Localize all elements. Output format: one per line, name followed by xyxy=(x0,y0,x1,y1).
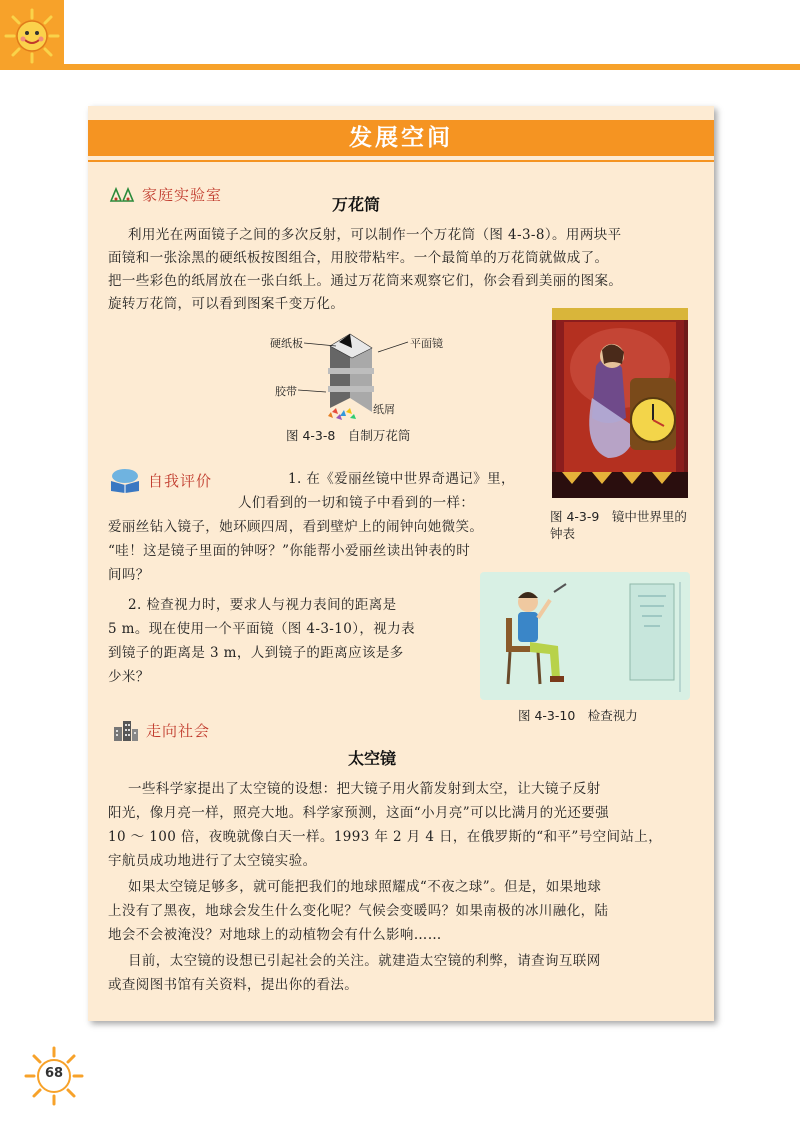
society-p1-line-3: 10 ～ 100 倍，夜晚就像白天一样。1993 年 2 月 4 日，在俄罗斯的“和平”号空间站上， xyxy=(108,829,663,845)
eye-test-illustration xyxy=(480,572,690,700)
page-title: 发展空间 xyxy=(349,125,453,151)
society-p1-line-4: 宇航员成功地进行了太空镜实验。 xyxy=(108,853,317,869)
sun-mascot-icon xyxy=(2,6,62,66)
section-society-header xyxy=(112,718,210,742)
buildings-icon xyxy=(112,719,140,741)
home-lab-line-1: 利用光在两面镜子之间的多次反射，可以制作一个万花筒（图 4-3-8）。用两块平 xyxy=(128,227,622,243)
label-tape: 胶带 xyxy=(275,385,297,398)
book-cloud-icon xyxy=(108,467,142,493)
section-home-lab-label: 家庭实验室 xyxy=(142,185,223,204)
section-self-eval-header xyxy=(108,468,212,492)
home-lab-line-2: 面镜和一张涂黑的硬纸板按图组合，用胶带粘牢。一个最简单的万花筒就做成了。 xyxy=(108,250,609,266)
question-1-line-1: 1. 在《爱丽丝镜中世界奇遇记》里， xyxy=(288,471,515,487)
society-p2-line-3: 地会不会被淹没？对地球上的动植物会有什么影响…… xyxy=(108,927,442,943)
figure-4-3-10-caption: 图 4-3-10 检查视力 xyxy=(518,708,638,723)
home-lab-line-3: 把一些彩色的纸屑放在一张白纸上。通过万花筒来观察它们，你会看到美丽的图案。 xyxy=(108,273,623,289)
content-card xyxy=(88,106,714,1021)
question-1-line-2: 人们看到的一切和镜子中看到的一样： xyxy=(238,495,475,511)
section-home-lab-header xyxy=(108,182,222,206)
top-orange-rule xyxy=(64,64,800,70)
society-p2-line-2: 上没有了黑夜，地球会发生什么变化呢？气候会变暖吗？如果南极的冰川融化，陆 xyxy=(108,903,609,919)
society-p2-line-1: 如果太空镜足够多，就可能把我们的地球照耀成“不夜之球”。但是，如果地球 xyxy=(128,879,602,895)
question-1-line-5: 间吗？ xyxy=(108,567,150,583)
figure-4-3-8-caption: 图 4-3-8 自制万花筒 xyxy=(286,428,411,443)
society-p1-line-2: 阳光，像月亮一样，照亮大地。科学家预测，这面“小月亮”可以比满月的光还要强 xyxy=(108,805,610,821)
home-lab-line-4: 旋转万花筒，可以看到图案千变万化。 xyxy=(108,296,345,312)
kaleidoscope-title: 万花筒 xyxy=(332,195,381,214)
figure-4-3-9-caption-line-1: 图 4-3-9 镜中世界里的 xyxy=(550,509,687,524)
question-2-line-4: 少米？ xyxy=(108,669,150,685)
mirror-clock-illustration xyxy=(552,308,688,498)
question-1-line-3: 爱丽丝钻入镜子，她环顾四周，看到壁炉上的闹钟向她微笑。 xyxy=(108,519,484,535)
society-p1-line-1: 一些科学家提出了太空镜的设想：把大镜子用火箭发射到太空，让大镜子反射 xyxy=(128,781,601,797)
section-self-eval-label: 自我评价 xyxy=(148,471,213,490)
society-p3-line-2: 或查阅图书馆有关资料，提出你的看法。 xyxy=(108,977,359,993)
title-rule xyxy=(88,160,714,162)
page-number-badge xyxy=(24,1046,84,1106)
label-cardboard: 硬纸板 xyxy=(270,337,303,350)
label-mirror: 平面镜 xyxy=(410,337,443,350)
figure-leader-lines xyxy=(270,328,430,408)
question-2-line-1: 2. 检查视力时，要求人与视力表间的距离是 xyxy=(128,597,397,613)
question-2-line-2: 5 m。现在使用一个平面镜（图 4-3-10），视力表 xyxy=(108,621,416,637)
question-1-line-4: “哇！这是镜子里面的钟呀？”你能帮小爱丽丝读出钟表的时 xyxy=(108,543,471,559)
label-confetti: 纸屑 xyxy=(373,403,395,416)
top-band xyxy=(0,0,800,72)
flask-icon xyxy=(108,184,136,204)
section-society-label: 走向社会 xyxy=(146,721,211,740)
question-2-line-3: 到镜子的距离是 3 m，人到镜子的距离应该是多 xyxy=(108,645,404,661)
figure-4-3-9-caption-line-2: 钟表 xyxy=(550,526,576,541)
page-number: 68 xyxy=(44,1066,64,1081)
space-mirror-title: 太空镜 xyxy=(348,749,397,768)
society-p3-line-1: 目前，太空镜的设想已引起社会的关注。就建造太空镜的利弊，请查询互联网 xyxy=(128,953,601,969)
